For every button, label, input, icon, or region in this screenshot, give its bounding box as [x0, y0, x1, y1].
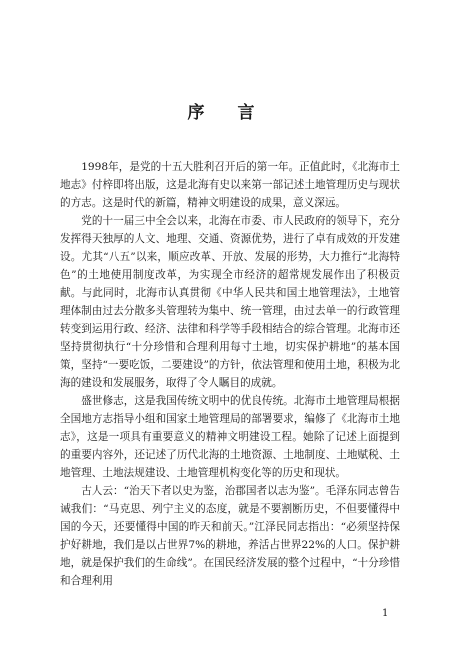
paragraph-4: 古人云：“治天下者以史为鉴，治郡国者以志为鉴”。毛泽东同志曾告诫我们：“马克思、列宁主义的态度，就是不要割断历史，不但要懂得中国的今天，还要懂得中国的昨天和前天。”江泽民同志指出：“必须坚持保护好耕地，我们是以占世界7%的耕地，养活占世界22%的人口。保护耕地，就是保护我们的生命线”。在国民经济发展的整个过程中，“十分珍惜和合理利用	[60, 485, 400, 587]
page-number: 1	[382, 608, 389, 619]
page-title: 序 言	[187, 103, 263, 123]
body-text	[60, 158, 400, 590]
paragraph-2: 党的十一届三中全会以来，北海在市委、市人民政府的领导下，充分发挥得天独厚的人文、地理、交通、资源优势，进行了卓有成效的开发建设。尤其“八五”以来，顺应改革、开放、发展的形势，大力推行“北海特色”的土地使用制度改革，为实现全市经济的超常规发展作出了积极贡献。与此同时，北海市认真贯彻《中华人民共和国土地管理法》，土地管理体制由过去分散多头管理转为集中、统一管理，由过去单一的行政管理转变到运用行政、经济、法律和科学等手段相结合的综合管理。北海市还坚持贯彻执行“十分珍惜和合理利用每寸土地，切实保护耕地”的基本国策，坚持“一要吃饭，二要建设”的方针，依法管理和使用土地，积极为北海的建设和发展服务，取得了令人瞩目的成就。	[60, 215, 400, 389]
paragraph-1: 1998年，是党的十五大胜利召开后的第一年。正值此时，《北海市土地志》付梓即将出版，这是北海有史以来第一部记述土地管理历史与现状的方志。这是时代的新篇，精神文明建设的成果，意义深远。	[60, 161, 400, 209]
paragraph-3: 盛世修志，这是我国传统文明中的优良传统。北海市土地管理局根据全国地方志指导小组和国家土地管理局的部署要求，编修了《北海市土地志》，这是一项具有重要意义的精神文明建设工程。她除了记述上面提到的重要内容外，还记述了历代北海的土地资源、土地制度、土地赋税、土地管理、土地法规建设、土地管理机构变化等的历史和现状。	[60, 395, 400, 479]
